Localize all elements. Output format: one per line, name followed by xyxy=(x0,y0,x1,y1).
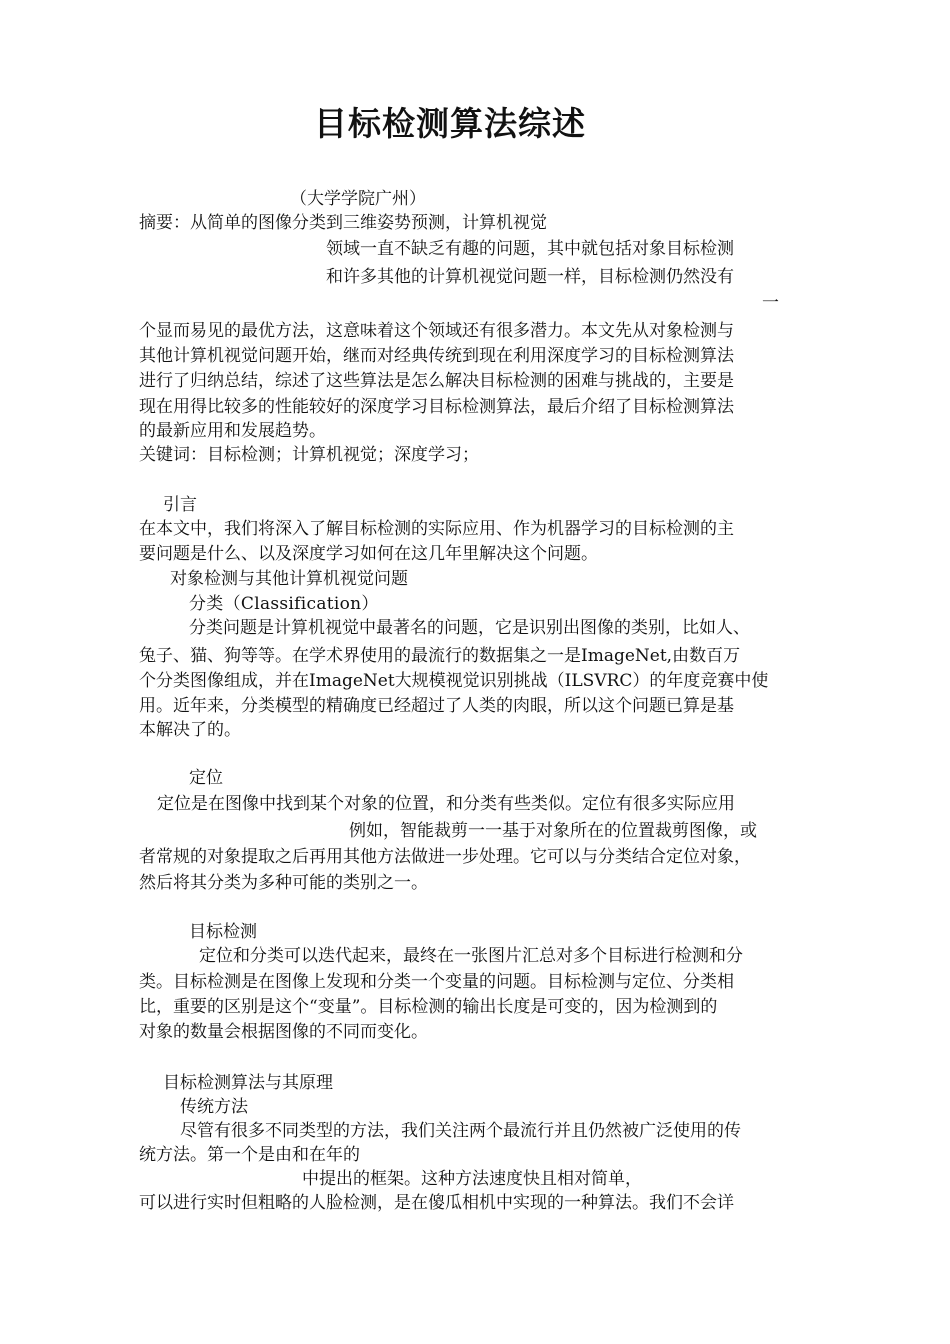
subsection-heading: 定位 xyxy=(189,768,223,788)
paragraph-line: 统方法。第一个是由和在年的 xyxy=(139,1145,360,1165)
paragraph-line: 尽管有很多不同类型的方法，我们关注两个最流行并且仍然被广泛使用的传 xyxy=(180,1121,741,1141)
paragraph-line: 本解决了的。 xyxy=(139,720,241,740)
abstract-line: 现在用得比较多的性能较好的深度学习目标检测算法，最后介绍了目标检测算法 xyxy=(139,397,734,417)
abstract-line: 其他计算机视觉问题开始，继而对经典传统到现在利用深度学习的目标检测算法 xyxy=(139,346,734,366)
affiliation: （大学学院广州） xyxy=(290,189,426,209)
paragraph-line: 对象的数量会根据图像的不同而变化。 xyxy=(139,1022,428,1042)
subsection-heading: 目标检测 xyxy=(189,922,257,942)
paragraph-line: 可以进行实时但粗略的人脸检测，是在傻瓜相机中实现的一种算法。我们不会详 xyxy=(139,1193,734,1213)
paragraph-line: 分类问题是计算机视觉中最著名的问题，它是识别出图像的类别，比如人、 xyxy=(189,618,750,638)
section-heading: 引言 xyxy=(163,495,197,515)
section-heading: 目标检测算法与其原理 xyxy=(163,1073,333,1093)
paragraph-line: 在本文中，我们将深入了解目标检测的实际应用、作为机器学习的目标检测的主 xyxy=(139,519,734,539)
paragraph-line: 例如，智能裁剪一一基于对象所在的位置裁剪图像，或 xyxy=(349,821,757,841)
abstract-line: 摘要：从简单的图像分类到三维姿势预测，计算机视觉 xyxy=(139,213,547,233)
paragraph-line: 用。近年来，分类模型的精确度已经超过了人类的肉眼，所以这个问题已算是基 xyxy=(139,696,734,716)
paragraph-line: 比，重要的区别是这个“变量”。目标检测的输出长度是可变的，因为检测到的 xyxy=(139,997,718,1017)
abstract-line: 进行了归纳总结，综述了这些算法是怎么解决目标检测的困难与挑战的，主要是 xyxy=(139,371,734,391)
paragraph-line: 个分类图像组成，并在ImageNet大规模视觉识别挑战（ILSVRC）的年度竞赛中使 xyxy=(139,671,769,691)
paragraph-line: 中提出的框架。这种方法速度快且相对简单， xyxy=(302,1169,642,1189)
abstract-line: 和许多其他的计算机视觉问题一样，目标检测仍然没有 xyxy=(326,267,734,287)
paragraph-line: 然后将其分类为多种可能的类别之一。 xyxy=(139,873,428,893)
abstract-line: 一 xyxy=(762,293,779,313)
abstract-line: 的最新应用和发展趋势。 xyxy=(139,421,326,441)
subsection-heading: 传统方法 xyxy=(180,1097,248,1117)
paragraph-line: 要问题是什么、以及深度学习如何在这几年里解决这个问题。 xyxy=(139,544,598,564)
subsection-heading: 分类（Classification） xyxy=(189,594,379,614)
paragraph-line: 类。目标检测是在图像上发现和分类一个变量的问题。目标检测与定位、分类相 xyxy=(139,972,734,992)
paragraph-line: 定位和分类可以迭代起来，最终在一张图片汇总对多个目标进行检测和分 xyxy=(199,946,743,966)
paragraph-line: 兔子、猫、狗等等。在学术界使用的最流行的数据集之一是ImageNet,由数百万 xyxy=(139,646,741,666)
abstract-line: 个显而易见的最优方法，这意味着这个领域还有很多潜力。本文先从对象检测与 xyxy=(139,321,734,341)
paragraph-line: 定位是在图像中找到某个对象的位置，和分类有些类似。定位有很多实际应用 xyxy=(157,794,735,814)
paragraph-line: 者常规的对象提取之后再用其他方法做进一步处理。它可以与分类结合定位对象， xyxy=(139,847,751,867)
keywords: 关键词：目标检测；计算机视觉；深度学习； xyxy=(139,445,479,465)
abstract-line: 领域一直不缺乏有趣的问题，其中就包括对象目标检测 xyxy=(326,239,734,259)
page-title: 目标检测算法综述 xyxy=(314,104,586,143)
section-heading: 对象检测与其他计算机视觉问题 xyxy=(170,569,408,589)
